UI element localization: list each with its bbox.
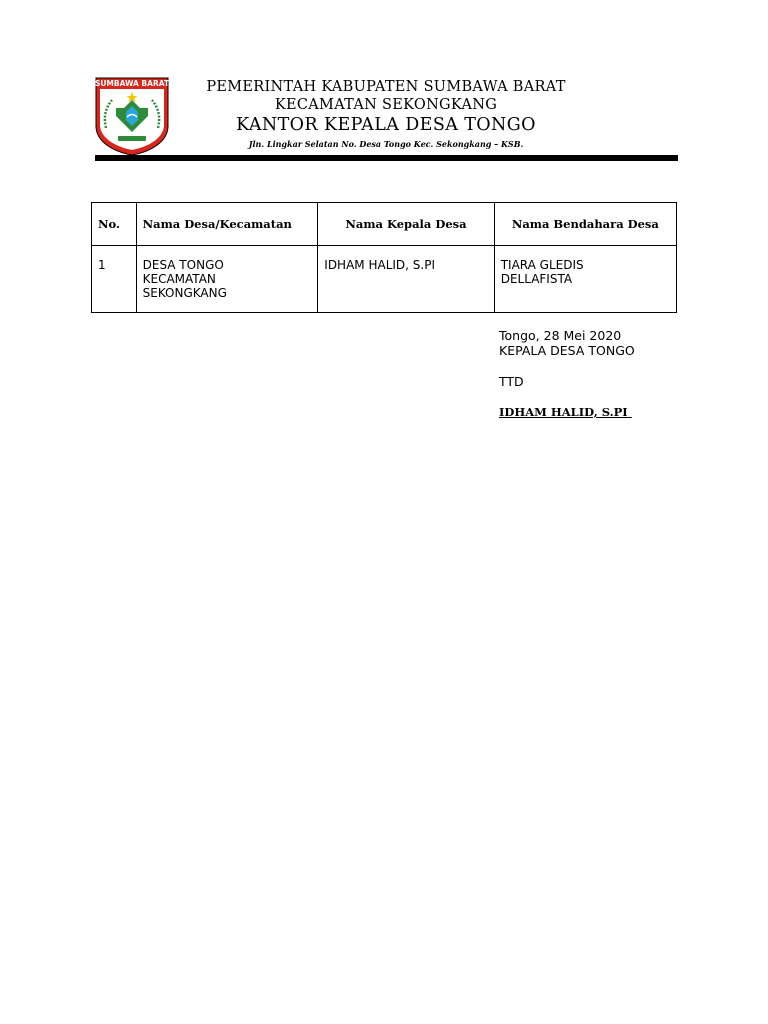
cell-bendahara-desa — [494, 246, 676, 313]
letterhead-line-1: PEMERINTAH KABUPATEN SUMBAWA BARAT — [206, 79, 566, 95]
sumbawa-barat-emblem — [92, 76, 172, 156]
letterhead-divider — [95, 155, 678, 161]
table-row — [92, 246, 677, 313]
header-kepala-desa: Nama Kepala Desa — [318, 203, 494, 246]
letterhead-office-title: KANTOR KEPALA DESA TONGO — [236, 115, 536, 135]
logo-label: SUMBAWA BARAT — [94, 79, 170, 88]
header-no: No. — [92, 203, 137, 246]
cell-bendahara-line: DELLAFISTA — [500, 272, 573, 286]
signature-place-date: Tongo, 28 Mei 2020 — [499, 328, 622, 343]
letterhead-line-2: KECAMATAN SEKONGKANG — [274, 97, 498, 113]
signatory-name: IDHAM HALID, S.PI — [499, 405, 632, 419]
cell-desa — [136, 246, 318, 313]
cell-no: 1 — [92, 246, 137, 313]
cell-bendahara-line: TIARA GLEDIS — [500, 258, 584, 272]
cell-desa-line: DESA TONGO — [142, 258, 224, 272]
cell-desa-line: KECAMATAN — [142, 272, 216, 286]
table-header-row — [92, 203, 677, 246]
letterhead — [168, 78, 604, 151]
letterhead-address: Jln. Lingkar Selatan No. Desa Tongo Kec. Sekongkang – KSB. — [248, 139, 524, 149]
header-bendahara-desa: Nama Bendahara Desa — [494, 203, 676, 246]
signature-ttd: TTD — [499, 374, 524, 389]
signature-position: KEPALA DESA TONGO — [499, 343, 635, 358]
signature-block — [499, 328, 635, 420]
village-officials-table — [91, 202, 677, 313]
cell-desa-line: SEKONGKANG — [142, 286, 227, 300]
cell-kepala-desa: IDHAM HALID, S.PI — [318, 246, 494, 313]
header-desa: Nama Desa/Kecamatan — [136, 203, 318, 246]
